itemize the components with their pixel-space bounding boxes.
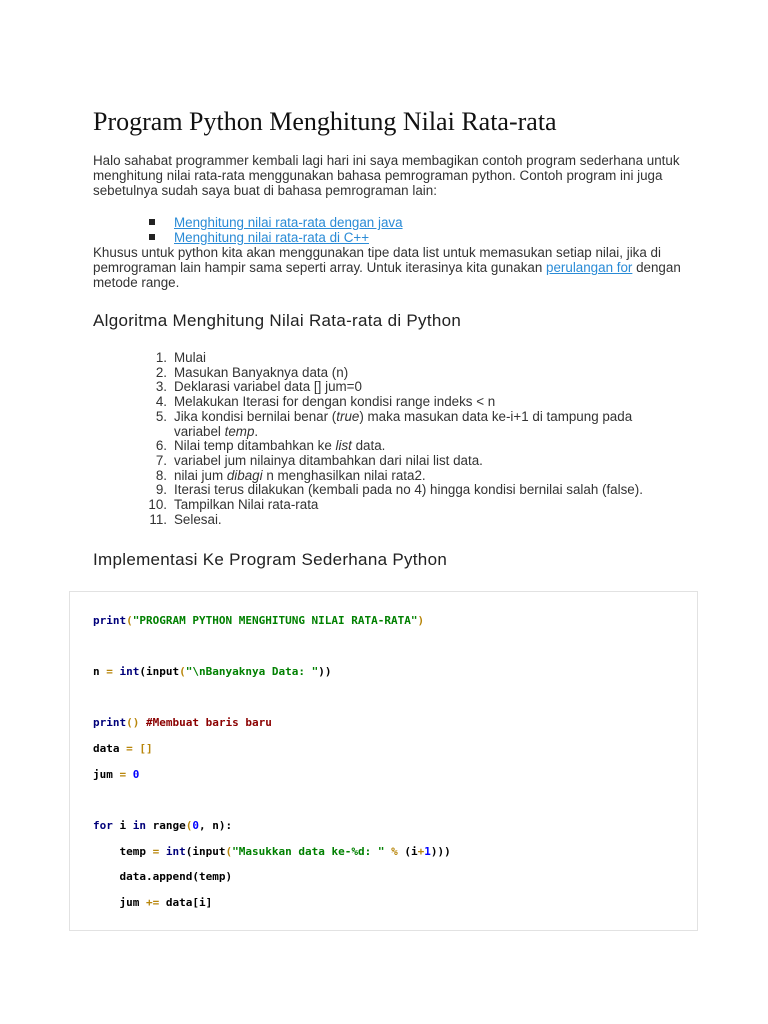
code-line-1: [93, 614, 424, 627]
code-token: i: [112, 819, 133, 832]
paragraph-tail: dengan metode range.: [93, 260, 681, 290]
code-token: data[i]: [165, 896, 213, 909]
code-token: data.append(temp): [119, 870, 233, 883]
step-number: 2.: [155, 364, 167, 380]
step-emphasis: true: [336, 408, 360, 424]
code-token: "\nBanyaknya Data: ": [185, 665, 319, 678]
code-token: +=: [139, 896, 166, 909]
code-token: "Masukkan data ke-%d: ": [232, 845, 385, 858]
step-text: Deklarasi variabel data [] jum=0: [174, 379, 362, 395]
code-token: (: [139, 665, 146, 678]
list-item: [93, 366, 663, 381]
code-token: input: [192, 845, 226, 858]
code-token: =: [99, 665, 120, 678]
list-item: [93, 483, 663, 498]
step-number: 3.: [155, 379, 167, 395]
code-line-6: [93, 819, 232, 832]
paragraph-text: Khusus untuk python kita akan menggunakan tipe data list untuk memasukan setiap nilai, jika di pemrograman lain hampir sama seperti array. Untuk iterasinya kita gunakan: [93, 245, 661, 275]
link-java[interactable]: Menghitung nilai rata-rata dengan java: [174, 215, 403, 230]
code-token: (: [404, 845, 411, 858]
section-heading-implementasi: Implementasi Ke Program Sederhana Python: [93, 550, 448, 569]
related-links-list: [93, 215, 403, 245]
section-heading-algoritma: Algoritma Menghitung Nilai Rata-rata di Python: [93, 311, 462, 330]
code-token: %: [384, 845, 405, 858]
square-bullet-icon: [149, 234, 155, 240]
python-list-paragraph: [93, 245, 683, 290]
code-indent: [93, 896, 120, 909]
step-number: 11.: [149, 511, 167, 527]
code-keyword: in: [132, 819, 146, 832]
code-token: temp: [119, 845, 146, 858]
code-token: "PROGRAM PYTHON MENGHITUNG NILAI RATA-RATA": [132, 614, 418, 627]
step-emphasis: dibagi: [226, 467, 263, 483]
step-text: data.: [351, 438, 386, 454]
step-text: nilai jum: [174, 467, 227, 483]
list-item: [93, 230, 403, 245]
step-number: 1.: [155, 350, 167, 365]
step-emphasis: list: [335, 438, 352, 454]
link-perulangan-for[interactable]: perulangan for: [546, 260, 633, 275]
list-item: [93, 395, 663, 410]
code-token: 0: [192, 819, 199, 832]
code-token: (: [185, 819, 193, 832]
code-token: 0: [132, 768, 140, 781]
step-text: Selesai.: [174, 511, 222, 527]
code-token: print: [93, 716, 127, 729]
code-token: input: [146, 665, 180, 678]
list-item: [93, 380, 663, 395]
code-token: print: [93, 614, 127, 627]
list-item: [93, 469, 663, 484]
code-line-3: [93, 716, 272, 729]
step-number: 4.: [155, 394, 167, 410]
code-token: )): [318, 665, 332, 678]
step-text: Iterasi terus dilakukan (kembali pada no 4) hingga kondisi bernilai salah (false).: [174, 482, 643, 498]
code-token: (): [126, 716, 140, 729]
code-token: int: [119, 665, 140, 678]
step-number: 5.: [155, 408, 167, 424]
code-token: ))): [430, 845, 451, 858]
intro-paragraph: Halo sahabat programmer kembali lagi hari ini saya membagikan contoh program sederhana untuk menghitung nilai rata-rata menggunakan bahasa pemrograman python. Contoh program ini juga sebetulnya sudah saya buat di bahasa pemrograman lain:: [93, 153, 680, 198]
code-token: i: [410, 845, 418, 858]
list-item: [93, 439, 663, 454]
code-indent: [93, 845, 120, 858]
page-title: Program Python Menghitung Nilai Rata-rata: [93, 107, 557, 136]
code-token: range: [146, 819, 186, 832]
code-token: , n):: [199, 819, 233, 832]
code-line-9: [93, 896, 212, 909]
list-item: [93, 498, 663, 513]
step-text: Melakukan Iterasi for dengan kondisi range indeks < n: [174, 394, 496, 410]
code-token: =: [119, 742, 140, 755]
code-token: 1: [424, 845, 431, 858]
code-keyword: for: [93, 819, 113, 832]
code-token: ): [417, 614, 425, 627]
step-text: Masukan Banyaknya data (n): [174, 364, 349, 380]
step-text: n menghasilkan nilai rata2.: [262, 467, 426, 483]
code-token: n: [93, 665, 100, 678]
code-token: jum: [93, 768, 113, 781]
list-item: [93, 513, 663, 528]
algorithm-steps-list: [93, 351, 663, 527]
step-text: .: [254, 423, 259, 439]
code-token: int: [165, 845, 186, 858]
step-number: 10.: [148, 497, 167, 513]
step-number: 9.: [155, 482, 167, 498]
step-number: 6.: [155, 438, 167, 454]
code-comment: #Membuat baris baru: [139, 716, 272, 729]
code-token: (: [126, 614, 133, 627]
code-indent: [93, 870, 120, 883]
list-item: [93, 454, 663, 469]
step-number: 7.: [155, 452, 167, 468]
code-line-2: [93, 665, 331, 678]
code-token: (: [225, 845, 233, 858]
step-text: variabel jum nilainya ditambahkan dari nilai list data.: [174, 452, 483, 468]
step-text: Nilai temp ditambahkan ke: [174, 438, 336, 454]
code-token: jum: [119, 896, 140, 909]
step-text: Mulai: [174, 350, 206, 365]
step-emphasis: temp: [224, 423, 255, 439]
code-token: +: [417, 845, 425, 858]
code-token: =: [146, 845, 166, 858]
code-line-4: [93, 742, 153, 755]
step-number: 8.: [155, 467, 167, 483]
code-token: =: [112, 768, 133, 781]
code-token: data: [93, 742, 120, 755]
step-text: Jika kondisi bernilai benar (: [174, 408, 337, 424]
code-line-8: [93, 870, 232, 883]
list-item: [93, 410, 663, 439]
list-item: [93, 351, 663, 366]
list-item: [93, 215, 403, 230]
step-text: ) maka masukan data ke-i+1 di tampung pada variabel: [174, 408, 633, 439]
step-text: Tampilkan Nilai rata-rata: [174, 497, 319, 513]
link-cpp[interactable]: Menghitung nilai rata-rata di C++: [174, 230, 370, 245]
code-token: (: [179, 665, 186, 678]
code-line-7: [93, 845, 451, 858]
code-token: []: [139, 742, 153, 755]
code-token: (: [185, 845, 193, 858]
square-bullet-icon: [149, 219, 155, 225]
code-line-5: [93, 768, 139, 781]
